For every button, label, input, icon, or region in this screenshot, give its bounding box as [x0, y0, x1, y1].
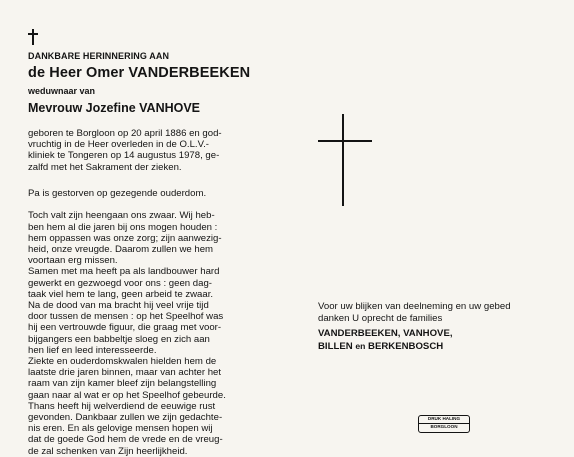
- text-line: voortaan erg missen.: [28, 255, 118, 267]
- printer-stamp: [418, 415, 470, 433]
- text-line: raam van zijn kamer bleef zijn belangstelling: [28, 378, 217, 390]
- small-cross-icon: [28, 29, 38, 45]
- memorial-text: [28, 188, 288, 457]
- text-line: de zal schenken van Zijn heerlijkheid.: [28, 445, 188, 457]
- family-names: [318, 328, 453, 353]
- birth-death-paragraph: [28, 128, 288, 173]
- text-line: heid, onze vreugde. Daarom zullen we hem: [28, 244, 214, 256]
- text-line: hem oppassen was onze zorg; zijn aanwezig-: [28, 232, 222, 244]
- birth-line: vruchtig in de Heer overleden in de O.L.V.-: [28, 139, 209, 151]
- birth-line: geboren te Borgloon op 20 april 1886 en god-: [28, 128, 222, 139]
- printer-line: BORGLOON: [430, 423, 458, 429]
- family-conjunction: en: [355, 341, 366, 351]
- family-line: [318, 340, 453, 353]
- text-line: door tussen de mensen : op het Speelhof was: [28, 311, 224, 323]
- text-line: Toch valt zijn heengaan ons zwaar. Wij heb-: [28, 210, 215, 222]
- text-line: Ziekte en ouderdomskwalen hielden hem de: [28, 356, 217, 368]
- large-cross-icon: [318, 114, 372, 206]
- thanks-line: Voor uw blijken van deelneming en uw gebed: [318, 301, 511, 312]
- in-memory-heading: DANKBARE HERINNERING AAN: [28, 51, 170, 61]
- text-line: Thans heeft hij welverdiend de eeuwige rust: [28, 400, 216, 412]
- family-name: BERKENBOSCH: [368, 341, 444, 352]
- text-line: Samen met ma heeft pa als landbouwer hard: [28, 266, 220, 278]
- family-name: BILLEN: [318, 341, 353, 352]
- text-line: taak viel hem te lang, geen arbeid te zwaar.: [28, 288, 214, 300]
- text-line: bijgangers een babbeltje sloeg en zich aan: [28, 333, 210, 345]
- thanks-line: danken U oprecht de families: [318, 312, 443, 324]
- text-line: [28, 199, 288, 210]
- printer-line: DRUK HALING: [419, 416, 469, 424]
- text-line: gaan naar al wat er op het Speelhof gebeurde.: [28, 389, 226, 401]
- text-line: ben hem al die jaren bij ons mogen houden :: [28, 221, 218, 233]
- text-line: hen lief en leed interesseerde.: [28, 344, 157, 356]
- text-line: gewerkt en gezwoegd voor ons : geen dag-: [28, 277, 213, 289]
- deceased-name: de Heer Omer VANDERBEEKEN: [28, 65, 251, 81]
- family-line: VANDERBEEKEN, VANHOVE,: [318, 328, 453, 339]
- text-line: Na de dood van ma bracht hij veel vrije tijd: [28, 300, 209, 312]
- text-line: dat de goede God hem de vrede en de vreug-: [28, 434, 223, 446]
- text-line: Pa is gestorven op gezegende ouderdom.: [28, 188, 207, 199]
- birth-line: zalfd met het Sakrament der zieken.: [28, 161, 182, 173]
- text-line: gevonden. Dankbaar zullen we zijn gedachte-: [28, 412, 223, 424]
- text-line: nis eren. En als gelovige mensen hopen wij: [28, 423, 213, 435]
- widower-of-label: weduwnaar van: [28, 86, 96, 96]
- text-line: hij een vertrouwde figuur, die graag met voor-: [28, 322, 222, 334]
- spouse-name: Mevrouw Jozefine VANHOVE: [28, 101, 201, 115]
- birth-line: kliniek te Tongeren op 14 augustus 1978, ge-: [28, 150, 220, 162]
- text-line: laatste drie jaren binnen, maar van achter het: [28, 367, 222, 379]
- thanks-text: [318, 301, 558, 324]
